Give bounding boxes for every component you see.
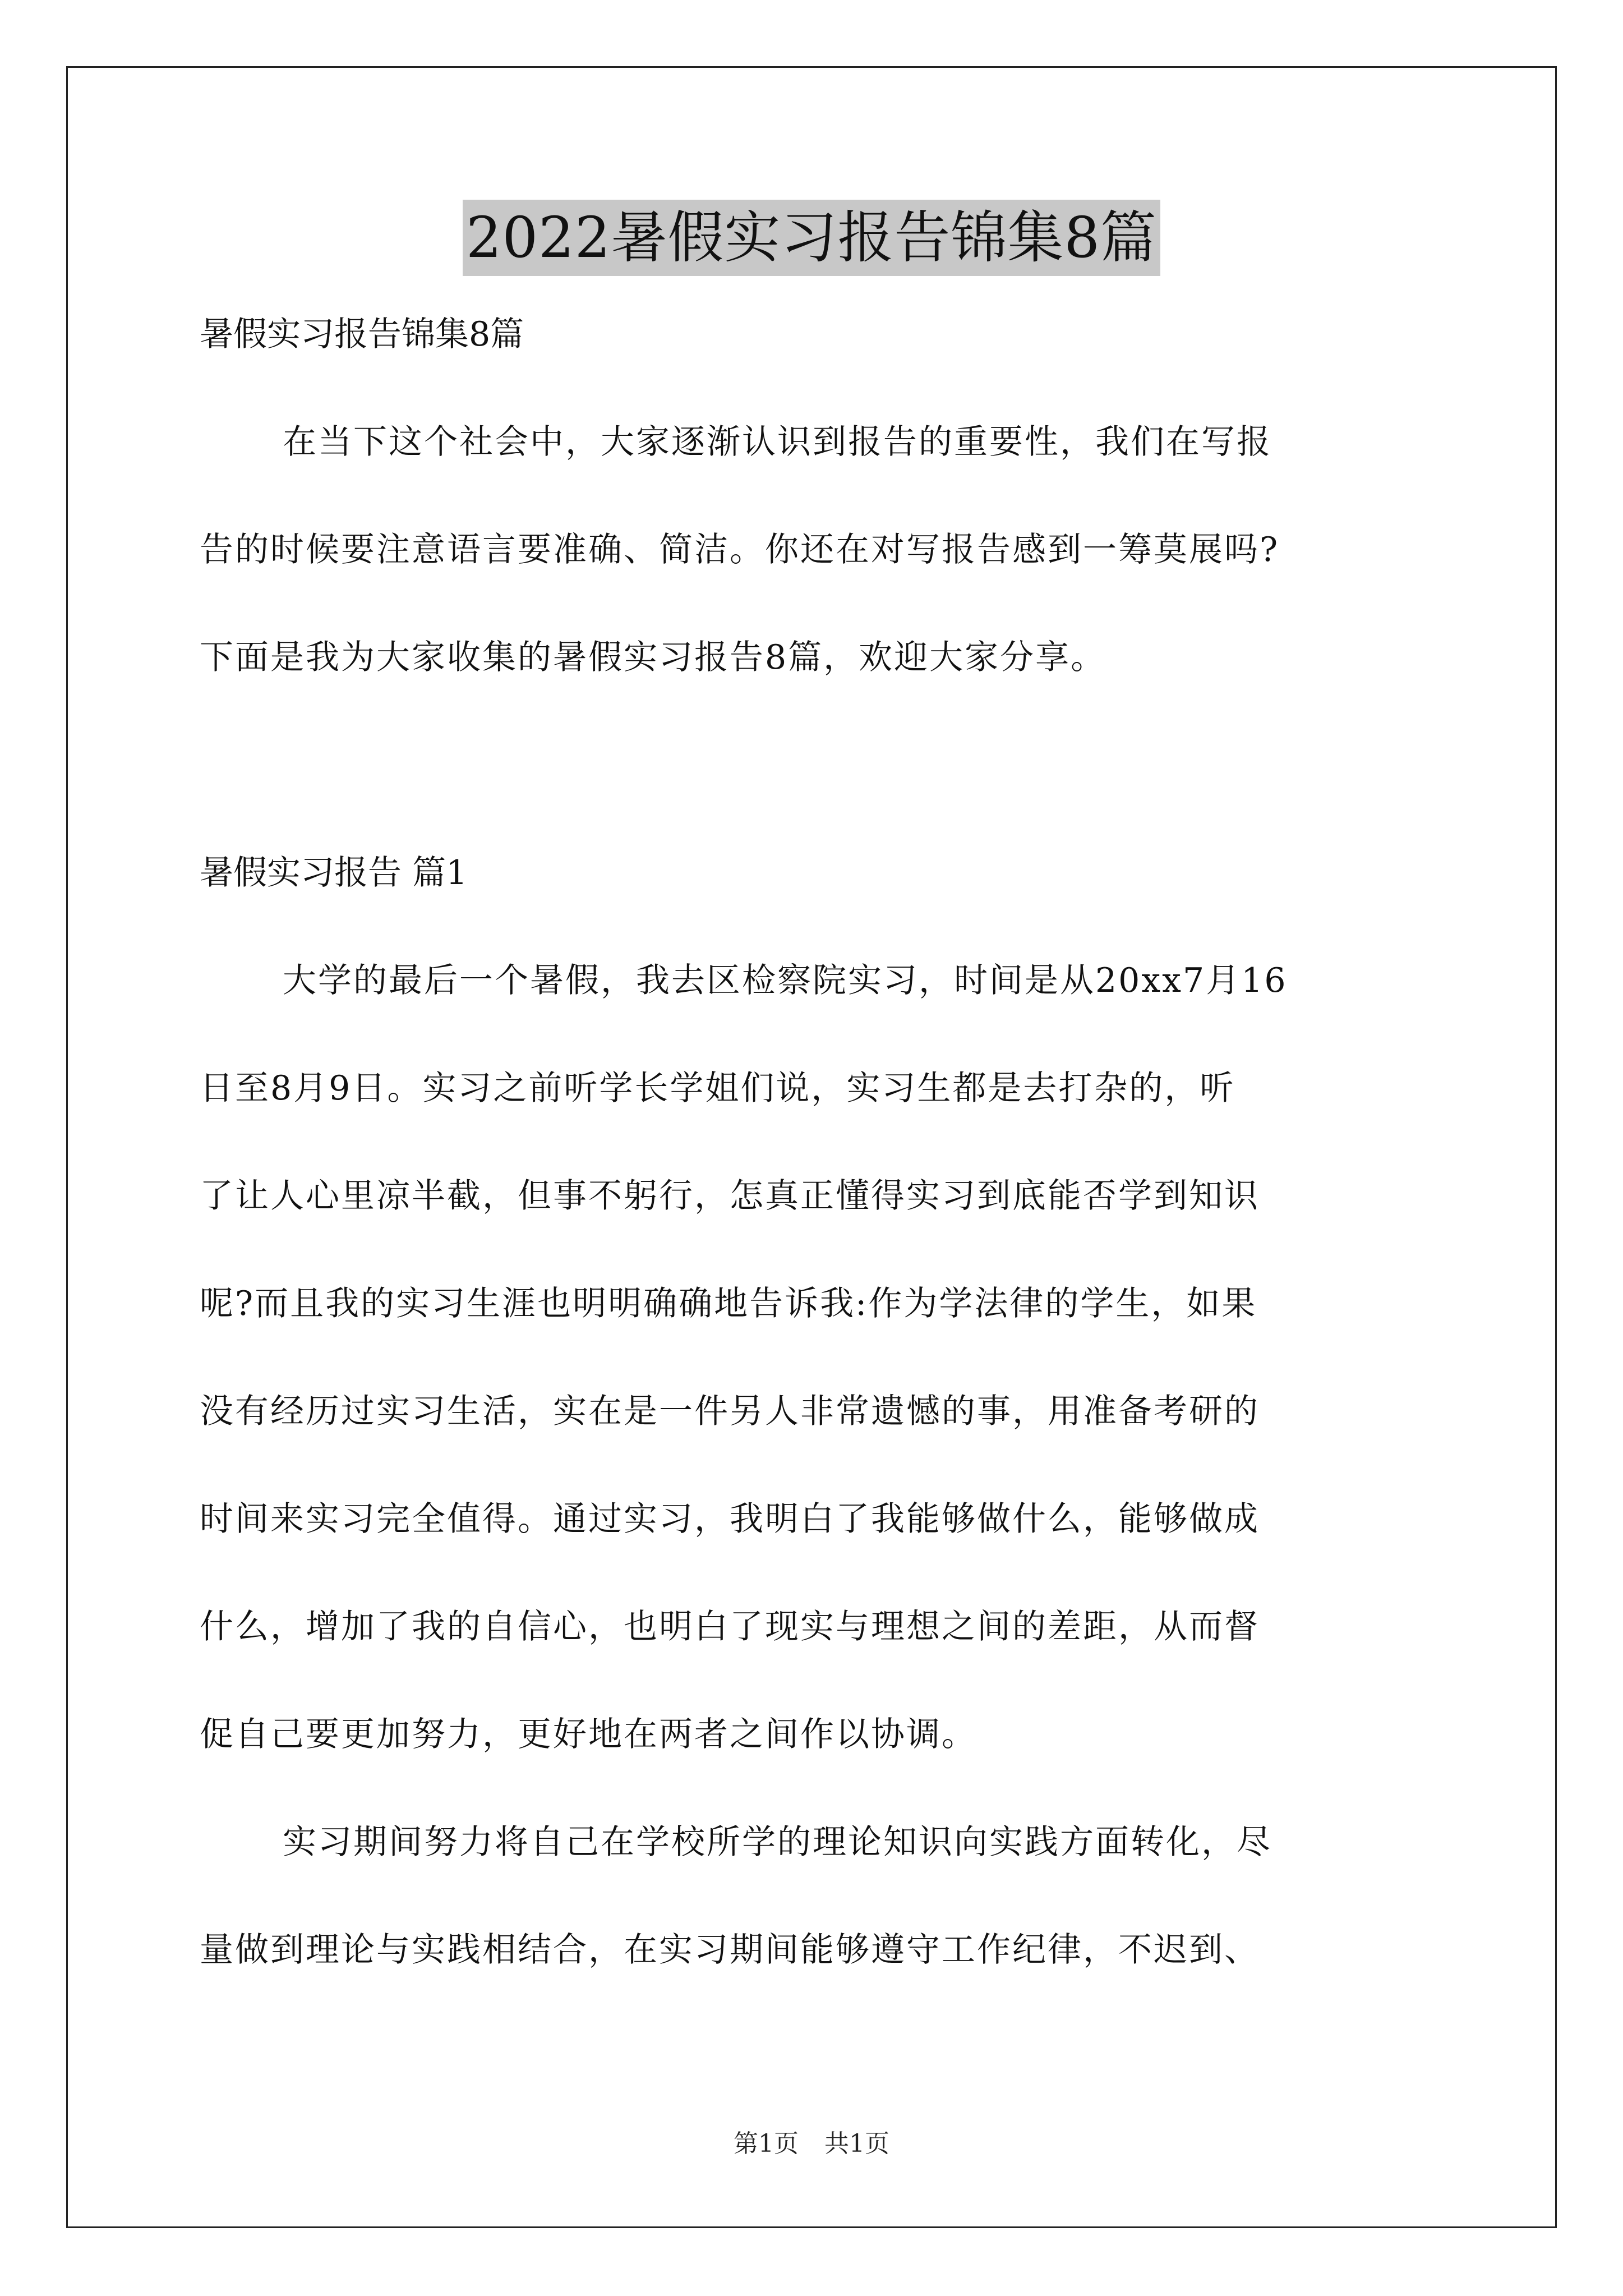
paragraph-line: 实习期间努力将自己在学校所学的理论知识向实践方面转化，尽: [283, 1823, 1272, 1862]
paragraph-line: 量做到理论与实践相结合，在实习期间能够遵守工作纪律，不迟到、: [200, 1930, 1260, 1970]
paragraph-line: 促自己要更加努力，更好地在两者之间作以协调。: [200, 1715, 977, 1754]
paragraph-line: 呢?而且我的实习生涯也明明确确地告诉我:作为学法律的学生，如果: [200, 1284, 1257, 1323]
page-footer: [0, 2127, 1623, 2161]
intro-line: 下面是我为大家收集的暑假实习报告8篇，欢迎大家分享。: [200, 638, 1106, 677]
title-container: [0, 200, 1623, 276]
paragraph-line: 时间来实习完全值得。通过实习，我明白了我能够做什么，能够做成: [200, 1499, 1260, 1539]
intro-line: 在当下这个社会中，大家逐渐认识到报告的重要性，我们在写报: [283, 422, 1272, 462]
paragraph-line: 了让人心里凉半截，但事不躬行，怎真正懂得实习到底能否学到知识: [200, 1176, 1260, 1216]
document-body: [200, 307, 1450, 2031]
paragraph-line: 没有经历过实习生活，实在是一件另人非常遗憾的事，用准备考研的: [200, 1392, 1260, 1431]
paragraph-line: 大学的最后一个暑假，我去区检察院实习，时间是从20xx7月16: [283, 961, 1288, 1000]
page-total: 共1页: [824, 2129, 889, 2158]
section-heading: 暑假实习报告 篇1: [200, 853, 468, 892]
paragraph-line: 日至8月9日。实习之前听学长学姐们说，实习生都是去打杂的，听: [200, 1069, 1235, 1108]
document-title: 2022暑假实习报告锦集8篇: [463, 200, 1160, 276]
page-number: 第1页: [734, 2129, 799, 2158]
document-subtitle: 暑假实习报告锦集8篇: [200, 315, 524, 354]
intro-line: 告的时候要注意语言要准确、简洁。你还在对写报告感到一筹莫展吗?: [200, 530, 1280, 569]
paragraph-line: 什么，增加了我的自信心，也明白了现实与理想之间的差距，从而督: [200, 1607, 1260, 1646]
